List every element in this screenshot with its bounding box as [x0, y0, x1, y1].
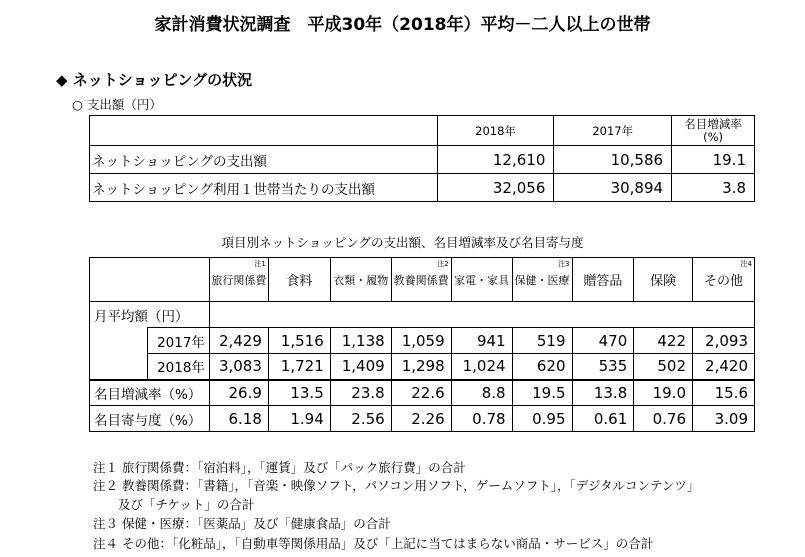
cell: 22.6 [391, 380, 451, 406]
cell: 1,298 [391, 354, 451, 380]
header-2018: 2018年 [437, 116, 554, 146]
cell: 941 [451, 328, 512, 354]
column-header-health [512, 258, 572, 302]
column-label: 保険 [650, 274, 677, 289]
footnote-3: 注３ 保健・医療：「医薬品」及び「健康食品」の合計 [93, 516, 391, 531]
cell: 26.9 [209, 380, 268, 406]
note-marker: 注4 [740, 260, 752, 268]
footnote-2-continued: 及び「チケット」の合計 [118, 497, 255, 512]
cell: 1.94 [268, 406, 330, 432]
column-header-clothing [330, 258, 391, 302]
column-label: 衣類・履物 [333, 273, 389, 287]
footnote-2: 注２ 教養関係費：「書籍」，「音楽・映像ソフト，パソコン用ソフト，ゲームソフト」，「デジタルコンテンツ」 [93, 478, 700, 493]
header-blank [90, 258, 210, 302]
column-header-food [268, 258, 330, 302]
cell: 3.09 [693, 406, 755, 432]
footnote-1: 注１ 旅行関係費：「宿泊料」，「運賃」及び「パック旅行費」の合計 [93, 460, 466, 475]
row-label: ネットショッピング利用１世帯当たりの支出額 [90, 174, 438, 202]
cell-2018: 32,056 [437, 174, 554, 202]
spending-summary-table [89, 115, 755, 202]
header-blank [90, 116, 438, 146]
cell: 0.95 [512, 406, 572, 432]
year-label: 2018年 [147, 354, 209, 380]
cell: 0.76 [634, 406, 693, 432]
cell: 2,093 [693, 328, 755, 354]
column-label: 旅行関係費 [211, 273, 267, 287]
cell: 2.26 [391, 406, 451, 432]
column-header-gifts [572, 258, 634, 302]
cell: 2,429 [209, 328, 268, 354]
column-label: 保健・医療 [514, 273, 570, 287]
category-spending-table [89, 257, 755, 432]
indent-cell [90, 328, 148, 354]
column-label: 食料 [286, 274, 313, 289]
column-label: その他 [704, 274, 744, 289]
cell: 1,059 [391, 328, 451, 354]
table-row [90, 354, 755, 380]
column-header-insurance [634, 258, 693, 302]
monthly-blank [209, 302, 754, 328]
cell: 535 [572, 354, 634, 380]
column-label: 贈答品 [583, 274, 623, 289]
row-label: 名目寄与度（%） [90, 406, 210, 432]
monthly-average-label: 月平均額（円） [90, 302, 210, 328]
cell: 15.6 [693, 380, 755, 406]
cell: 422 [634, 328, 693, 354]
cell: 8.8 [451, 380, 512, 406]
year-label: 2017年 [147, 328, 209, 354]
column-label: 家電・家具 [454, 273, 510, 287]
cell: 1,409 [330, 354, 391, 380]
cell: 1,721 [268, 354, 330, 380]
cell: 23.8 [330, 380, 391, 406]
header-rate [672, 116, 755, 146]
nominal-change-row [90, 380, 755, 406]
row-label: ネットショッピングの支出額 [90, 146, 438, 174]
cell-rate: 19.1 [672, 146, 755, 174]
cell-2017: 30,894 [554, 174, 672, 202]
cell: 1,138 [330, 328, 391, 354]
nominal-contribution-row [90, 406, 755, 432]
table2-caption: 項目別ネットショッピングの支出額、名目増減率及び名目寄与度 [221, 235, 584, 250]
header-rate-label: 名目増減率 [684, 116, 742, 131]
page-title: 家計消費状況調査 平成30年（2018年）平均－二人以上の世帯 [154, 15, 651, 35]
note-marker: 注2 [437, 260, 449, 268]
cell: 470 [572, 328, 634, 354]
column-label: 教養関係費 [393, 273, 449, 287]
column-header-appliances [451, 258, 512, 302]
note-marker: 注3 [558, 260, 570, 268]
column-header-education [391, 258, 451, 302]
cell: 620 [512, 354, 572, 380]
cell-rate: 3.8 [672, 174, 755, 202]
cell: 519 [512, 328, 572, 354]
cell-2017: 10,586 [554, 146, 672, 174]
table-row [90, 146, 755, 174]
table-row [90, 328, 755, 354]
cell: 19.0 [634, 380, 693, 406]
column-header-other [693, 258, 755, 302]
cell: 2,420 [693, 354, 755, 380]
cell: 0.61 [572, 406, 634, 432]
row-label: 名目増減率（%） [90, 380, 210, 406]
monthly-average-row [90, 302, 755, 328]
header-2017: 2017年 [554, 116, 672, 146]
cell: 13.8 [572, 380, 634, 406]
cell: 1,516 [268, 328, 330, 354]
column-header-travel [209, 258, 268, 302]
cell-2018: 12,610 [437, 146, 554, 174]
cell: 13.5 [268, 380, 330, 406]
subsection-title: ○ 支出額（円） [72, 97, 162, 112]
footnote-4: 注４ その他：「化粧品」，「自動車等関係用品」及び「上記に当てはまらない商品・サービス」の合計 [93, 536, 654, 551]
cell: 2.56 [330, 406, 391, 432]
cell: 1,024 [451, 354, 512, 380]
section-title: ◆ ネットショッピングの状況 [56, 71, 253, 89]
note-marker: 注1 [254, 260, 266, 268]
indent-cell [90, 354, 148, 380]
table-header-row [90, 258, 755, 302]
cell: 19.5 [512, 380, 572, 406]
cell: 6.18 [209, 406, 268, 432]
table-header-row [90, 116, 755, 146]
cell: 502 [634, 354, 693, 380]
cell: 0.78 [451, 406, 512, 432]
cell: 3,083 [209, 354, 268, 380]
table-row [90, 174, 755, 202]
header-rate-unit: (%) [703, 129, 723, 144]
